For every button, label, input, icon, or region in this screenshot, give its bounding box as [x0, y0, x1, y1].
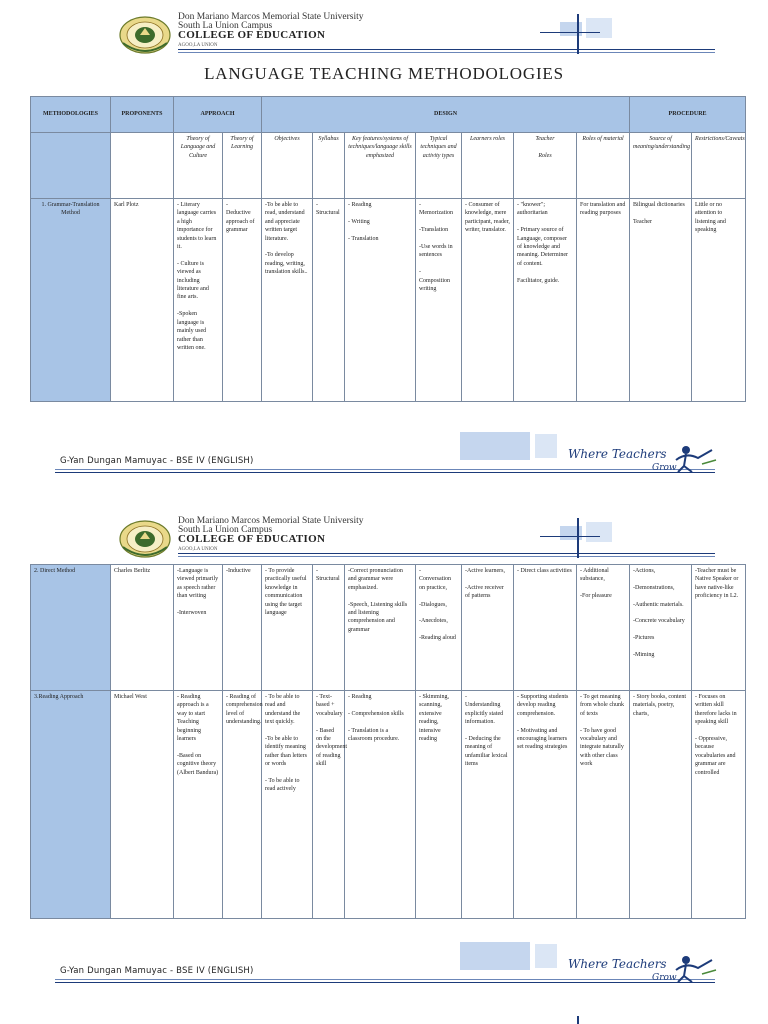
row-typical: - Skimming, scanning, extensive reading, intensive reading: [416, 691, 462, 919]
university-seal-icon: [118, 15, 172, 55]
header-rule-secondary: [178, 556, 715, 557]
footer-author: G-Yan Dungan Mamuyac - BSE IV (ENGLISH): [60, 456, 254, 466]
row-learner-roles: - Understanding explicitly stated information. - Deducing the meaning of unfamiliar lexical items: [462, 691, 514, 919]
header-deco-square: [560, 22, 582, 36]
college-name: COLLEGE OF EDUCATION: [178, 533, 326, 545]
college-place: AGOO,LA UNION: [178, 43, 218, 48]
header-rule-secondary: [178, 52, 715, 53]
sub-syllabus: Syllabus: [313, 133, 345, 199]
university-header: [0, 12, 768, 56]
row-proponents: Charles Berlitz: [111, 565, 174, 691]
university-title-block: [178, 13, 363, 50]
row-source: -Actions, -Demonstrations, -Authentic materials. -Concrete vocabulary -Pictures -Miming: [630, 565, 692, 691]
footer-author: G-Yan Dungan Mamuyac - BSE IV (ENGLISH): [60, 966, 254, 976]
document-title: LANGUAGE TEACHING METHODOLOGIES: [204, 64, 564, 83]
university-campus: South La Union Campus: [178, 21, 273, 31]
row-syllabus: - Structural: [313, 565, 345, 691]
page-2: [0, 500, 768, 1024]
table-row: [31, 199, 746, 402]
row-theory-language: -Language is viewed primarily as speech rather than writing -Interwoven: [174, 565, 223, 691]
row-objectives: - To be able to read and understand the text quickly. -To be able to identify meaning rather than letters or words - To be able to read actively: [262, 691, 313, 919]
college-name: COLLEGE OF EDUCATION: [178, 29, 326, 41]
row-method: 3.Reading Approach: [31, 691, 111, 919]
row-learner-roles: - Consumer of knowledge, mere participant, reader, writer, translator.: [462, 199, 514, 402]
row-theory-language: - Reading approach is a way to start Teaching beginning learners -Based on cognitive theory (Albert Bandura): [174, 691, 223, 919]
footer-rule-secondary: [55, 982, 715, 983]
sub-objectives: Objectives: [262, 133, 313, 199]
footer-slogan-grow: Grow: [652, 973, 677, 983]
row-teacher-roles: - Direct class activities: [514, 565, 577, 691]
row-material-roles: - To get meaning from whole chunk of texts - To have good vocabulary and integrate naturally with other class work: [577, 691, 630, 919]
row-teacher-roles: - Supporting students develop reading comprehension. - Motivating and encouraging learners set reading strategies: [514, 691, 577, 919]
college-place: AGOO,LA UNION: [178, 547, 218, 552]
footer-deco-square: [535, 944, 557, 968]
sub-typical-techniques: Typical techniques and activity types: [416, 133, 462, 199]
header-deco-line: [577, 14, 579, 54]
row-material-roles: - Additional substance, -For pleasure: [577, 565, 630, 691]
university-campus: South La Union Campus: [178, 525, 273, 535]
row-syllabus: - Text-based + vocabulary - Based on the development of reading skill: [313, 691, 345, 919]
footer-rule: [55, 979, 715, 980]
university-title-block: [178, 517, 363, 554]
row-objectives: -To be able to read, understand and appreciate written target literature. -To develop reading, writing, translation skills..: [262, 199, 313, 402]
row-method: 1. Grammar-Translation Method: [31, 199, 111, 402]
row-restrictions: - Focuses on written skill therefore lacks in speaking skill - Oppressive, because vocabularies and grammar are controlled: [692, 691, 746, 919]
page-footer: [0, 954, 768, 998]
header-rule: [178, 553, 715, 554]
row-material-roles: For translation and reading purposes: [577, 199, 630, 402]
row-theory-language: - Literary language carries a high importance for students to learn it. - Culture is viewed as including literature and fine arts. -Spoken language is mainly used rather than written one.: [174, 199, 223, 402]
header-deco-square: [560, 526, 582, 540]
sub-blank: [31, 133, 111, 199]
footer-deco-square: [535, 434, 557, 458]
sub-learner-roles: Learners roles: [462, 133, 514, 199]
row-theory-learning: -Inductive: [223, 565, 262, 691]
header-deco-line: [577, 518, 579, 558]
row-restrictions: -Teacher must be Native Speaker or have native-like proficiency in L2.: [692, 565, 746, 691]
row-typical: - Memorization -Translation -Use words in sentences - Composition writing: [416, 199, 462, 402]
row-learner-roles: -Active learners, -Active receiver of patterns: [462, 565, 514, 691]
footer-deco-square: [460, 432, 530, 460]
header-rule: [178, 49, 715, 50]
row-proponents: Michael West: [111, 691, 174, 919]
col-design: DESIGN: [262, 97, 630, 133]
university-seal-icon: [118, 519, 172, 559]
university-name: Don Mariano Marcos Memorial State University: [178, 12, 364, 22]
university-header: [0, 516, 768, 560]
sub-material-roles: Roles of material: [577, 133, 630, 199]
header-deco-square: [586, 18, 612, 38]
col-approach: APPROACH: [174, 97, 262, 133]
footer-slogan: Where Teachers: [568, 957, 667, 971]
page-1: [0, 0, 768, 473]
header-deco-square: [586, 522, 612, 542]
footer-rule: [55, 469, 715, 470]
row-key-features: - Reading - Writing - Translation: [345, 199, 416, 402]
table-row: [31, 691, 746, 919]
row-objectives: - To provide practically useful knowledge in communication using the target language: [262, 565, 313, 691]
footer-deco-square: [460, 942, 530, 970]
page-footer: [0, 444, 768, 488]
table-row: [31, 565, 746, 691]
sub-theory-learning: Theory of Learning: [223, 133, 262, 199]
sub-restrictions: Restrictions/Caveats: [692, 133, 746, 199]
row-typical: - Conversation on practice, -Dialogues, -Anecdotes, -Reading aloud: [416, 565, 462, 691]
university-name: Don Mariano Marcos Memorial State University: [178, 516, 364, 526]
teacher-figure-icon: [668, 444, 718, 474]
footer-slogan-grow: Grow: [652, 463, 677, 473]
footer-rule-secondary: [55, 472, 715, 473]
row-proponents: Karl Plotz: [111, 199, 174, 402]
row-source: - Story books, content materials, poetry, charts,: [630, 691, 692, 919]
col-methodologies: METHODOLOGIES: [31, 97, 111, 133]
sub-source-meaning: Source of meaning/understanding: [630, 133, 692, 199]
row-key-features: - Reading - Comprehension skills - Translation is a classroom procedure.: [345, 691, 416, 919]
row-syllabus: - Structural: [313, 199, 345, 402]
row-key-features: -Correct pronunciation and grammar were emphasized. -Speech, Listening skills and listening comprehension and grammar: [345, 565, 416, 691]
sub-key-features: Key features/systems of techniques/language skills emphasized: [345, 133, 416, 199]
row-theory-learning: - Deductive approach of grammar: [223, 199, 262, 402]
methodologies-table-continued: [30, 564, 746, 919]
next-page-deco-line: [577, 1016, 579, 1024]
methodologies-table: [30, 96, 746, 402]
row-method: 2. Direct Method: [31, 565, 111, 691]
header-deco-line: [540, 32, 600, 33]
row-theory-learning: - Reading of comprehension level of understanding.: [223, 691, 262, 919]
header-deco-line: [540, 536, 600, 537]
teacher-figure-icon: [668, 954, 718, 984]
col-procedure: PROCEDURE: [630, 97, 746, 133]
col-proponents: PROPONENTS: [111, 97, 174, 133]
sub-teacher-roles: Teacher Roles: [514, 133, 577, 199]
sub-blank: [111, 133, 174, 199]
footer-slogan: Where Teachers: [568, 447, 667, 461]
row-teacher-roles: - "knower"; authoritarian - Primary source of Language, composer of knowledge and meaning. Determiner of content. Facilitator, guide.: [514, 199, 577, 402]
row-source: Bilingual dictionaries Teacher: [630, 199, 692, 402]
row-restrictions: Little or no attention to listening and speaking: [692, 199, 746, 402]
sub-theory-language: Theory of Language and Culture: [174, 133, 223, 199]
